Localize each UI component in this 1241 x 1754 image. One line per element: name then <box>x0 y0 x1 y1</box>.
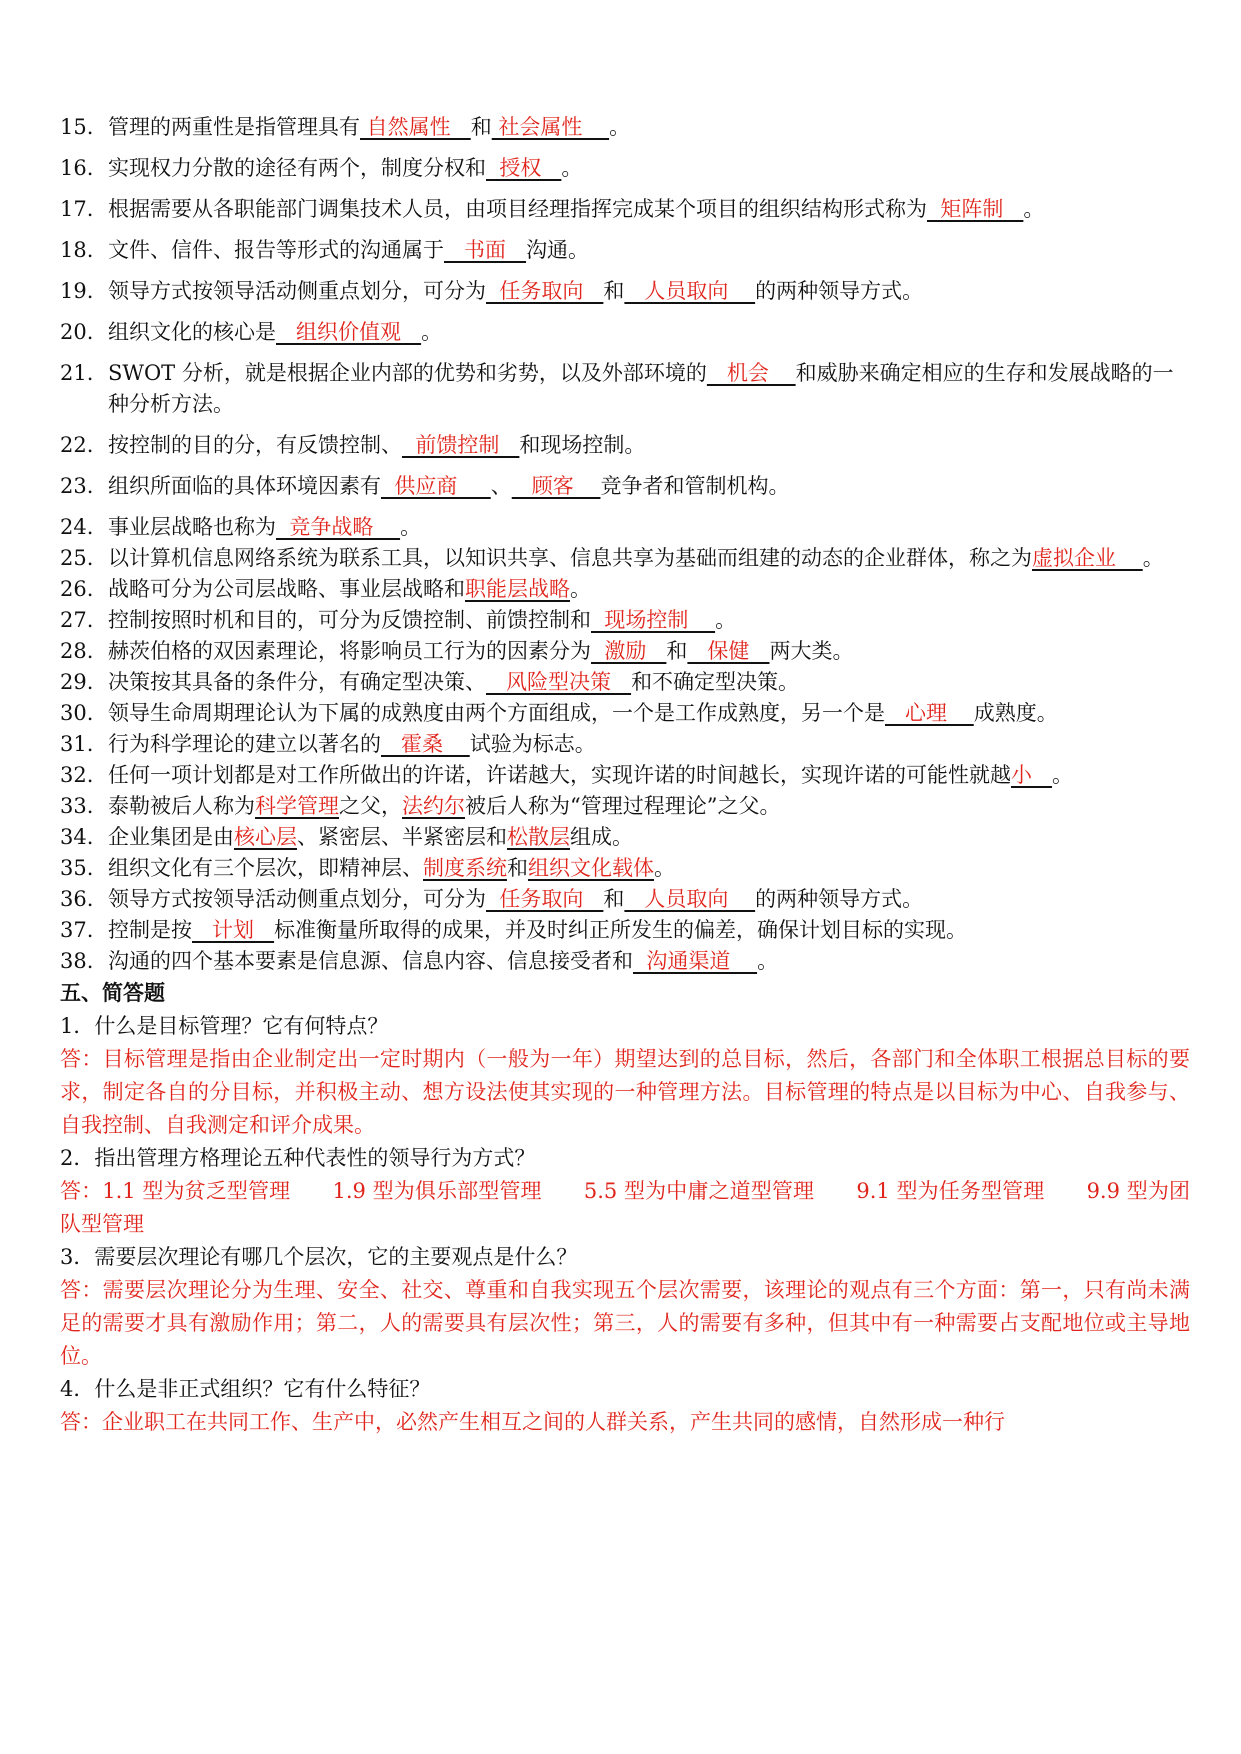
item-number: 20. <box>60 320 94 344</box>
answer-blank: 霍桑 <box>381 732 470 756</box>
question-text: 控制是按 <box>108 918 192 942</box>
answer-blank: 法约尔 <box>402 794 465 818</box>
question-text: 。 <box>1023 197 1045 221</box>
item-number: 33. <box>60 794 94 818</box>
question-text: 企业集团是由 <box>108 825 234 849</box>
answer: 答：目标管理是指由企业制定出一定时期内（一般为一年）期望达到的总目标，然后，各部门和全体职工根据总目标的要求，制定各自的分目标，并积极主动、想方设法使其实现的一种管理方法。目标管理的特点是以目标为中心、自我参与、自我控制、自我测定和评介成果。 <box>60 1047 1190 1137</box>
answer-blank: 现场控制 <box>591 608 716 632</box>
section-title: 五、简答题 <box>60 981 165 1005</box>
item-text <box>108 430 1190 461</box>
question-text: SWOT 分析，就是根据企业内部的优势和劣势，以及外部环境的 <box>108 361 707 385</box>
fill-in-item <box>60 698 1190 729</box>
item-number: 35. <box>60 856 94 880</box>
question-text: 以计算机信息网络系统为联系工具，以知识共享、信息共享为基础而组建的动态的企业群体，称之为 <box>108 546 1032 570</box>
question-text: 沟通。 <box>526 238 590 262</box>
question-text: 控制按照时机和目的，可分为反馈控制、前馈控制和 <box>108 608 591 632</box>
item-number: 38. <box>60 949 94 973</box>
item-number: 29. <box>60 670 94 694</box>
answer-blank: 任务取向 <box>486 279 604 303</box>
question: 2．指出管理方格理论五种代表性的领导行为方式？ <box>60 1146 536 1170</box>
fill-in-item <box>60 729 1190 760</box>
item-number: 36. <box>60 887 94 911</box>
item-text <box>108 698 1190 729</box>
item-number: 23. <box>60 474 94 498</box>
item-text <box>108 915 1190 946</box>
question-text: 和 <box>603 887 625 911</box>
item-text <box>108 358 1190 420</box>
answer-blank: 社会属性 <box>491 115 610 139</box>
fill-in-item <box>60 512 1190 543</box>
answer-blank: 自然属性 <box>360 115 471 139</box>
question-text: 竞争者和管制机构。 <box>600 474 790 498</box>
fill-in-item <box>60 605 1190 636</box>
question-text: 和 <box>470 115 492 139</box>
question-text: 。 <box>561 156 583 180</box>
answer-blank: 心理 <box>885 701 974 725</box>
item-text <box>108 667 1190 698</box>
question-text: 试验为标志。 <box>469 732 596 756</box>
fill-in-item <box>60 235 1190 266</box>
question-text: 。 <box>609 115 631 139</box>
answer-blank: 供应商 <box>381 474 491 498</box>
item-number: 19. <box>60 279 94 303</box>
qa-list <box>60 1010 1190 1439</box>
question-text: 和 <box>507 856 528 880</box>
question-text: 成熟度。 <box>973 701 1058 725</box>
answer-blank: 松散层 <box>507 825 570 849</box>
item-text <box>108 276 1190 307</box>
answer-blank: 核心层 <box>234 825 297 849</box>
item-number: 18. <box>60 238 94 262</box>
question-text: 组织文化有三个层次，即精神层、 <box>108 856 423 880</box>
fill-in-item <box>60 636 1190 667</box>
answer-blank: 书面 <box>444 238 527 262</box>
question-text: 之父， <box>339 794 402 818</box>
question-text: 的两种领导方式。 <box>755 279 924 303</box>
question-text: 和不确定型决策。 <box>631 670 800 694</box>
item-number: 16. <box>60 156 94 180</box>
item-text <box>108 194 1190 225</box>
fill-in-item <box>60 574 1190 605</box>
question-text: 两大类。 <box>769 639 854 663</box>
question-text: 根据需要从各职能部门调集技术人员，由项目经理指挥完成某个项目的组织结构形式称为 <box>108 197 927 221</box>
answer: 答：需要层次理论分为生理、安全、社交、尊重和自我实现五个层次需要，该理论的观点有三个方面：第一，只有尚未满足的需要才具有激励作用；第二，人的需要具有层次性；第三，人的需要有多种，但其中有一种需要占支配地位或主导地位。 <box>60 1278 1190 1368</box>
question-text: 和 <box>666 639 688 663</box>
question-text: 赫茨伯格的双因素理论，将影响员工行为的因素分为 <box>108 639 591 663</box>
answer-blank: 职能层战略 <box>465 577 570 601</box>
question-text: 领导方式按领导活动侧重点划分，可分为 <box>108 887 486 911</box>
question-text: 任何一项计划都是对工作所做出的许诺，许诺越大，实现许诺的时间越长，实现许诺的可能性就越 <box>108 763 1011 787</box>
question-text: 沟通的四个基本要素是信息源、信息内容、信息接受者和 <box>108 949 633 973</box>
item-text <box>108 543 1190 574</box>
answer-blank: 机会 <box>706 361 796 385</box>
fill-in-item <box>60 194 1190 225</box>
item-number: 24. <box>60 515 94 539</box>
item-text <box>108 946 1190 977</box>
item-number: 15. <box>60 115 94 139</box>
answer-blank: 竞争战略 <box>276 515 401 539</box>
fill-in-item <box>60 791 1190 822</box>
item-number: 30. <box>60 701 94 725</box>
answer-blank: 授权 <box>486 156 562 180</box>
question-text: 和 <box>603 279 625 303</box>
question-text: 组织所面临的具体环境因素有 <box>108 474 381 498</box>
item-text <box>108 235 1190 266</box>
item-number: 28. <box>60 639 94 663</box>
item-number: 34. <box>60 825 94 849</box>
item-text <box>108 729 1190 760</box>
item-text <box>108 791 1190 822</box>
answer-blank: 风险型决策 <box>486 670 632 694</box>
fill-in-item <box>60 543 1190 574</box>
item-number: 26. <box>60 577 94 601</box>
answer: 答：企业职工在共同工作、生产中，必然产生相互之间的人群关系，产生共同的感情，自然形成一种行 <box>60 1410 1005 1434</box>
fill-in-item <box>60 853 1190 884</box>
fill-in-item <box>60 946 1190 977</box>
question: 4．什么是非正式组织？它有什么特征？ <box>60 1377 431 1401</box>
question-text: 决策按其具备的条件分，有确定型决策、 <box>108 670 486 694</box>
item-text <box>108 605 1190 636</box>
document-page <box>60 112 1190 1439</box>
question-text: 、紧密层、半紧密层和 <box>297 825 507 849</box>
fill-in-item <box>60 358 1190 420</box>
item-text <box>108 471 1190 502</box>
fill-in-item <box>60 317 1190 348</box>
item-number: 32. <box>60 763 94 787</box>
question-text: 。 <box>654 856 675 880</box>
fill-in-item <box>60 667 1190 698</box>
item-text <box>108 760 1190 791</box>
fill-in-item <box>60 276 1190 307</box>
question-text: 。 <box>421 320 443 344</box>
item-text <box>108 153 1190 184</box>
question-text: 按控制的目的分，有反馈控制、 <box>108 433 402 457</box>
fill-in-item <box>60 915 1190 946</box>
question-text: 和威胁来确定相应的生存和发展战略的一种分析方法。 <box>108 361 1174 416</box>
item-text <box>108 636 1190 667</box>
answer-blank: 组织文化载体 <box>528 856 654 880</box>
question-text: 领导方式按领导活动侧重点划分，可分为 <box>108 279 486 303</box>
answer-blank: 任务取向 <box>486 887 604 911</box>
answer-blank: 小 <box>1011 763 1053 787</box>
answer-blank: 人员取向 <box>624 887 756 911</box>
fill-in-item <box>60 153 1190 184</box>
answer-blank: 组织价值观 <box>276 320 422 344</box>
question-text: 和现场控制。 <box>519 433 646 457</box>
question-text: 组织文化的核心是 <box>108 320 276 344</box>
item-text <box>108 112 1190 143</box>
item-text <box>108 317 1190 348</box>
question-text: 实现权力分散的途径有两个，制度分权和 <box>108 156 486 180</box>
question-text: 文件、信件、报告等形式的沟通属于 <box>108 238 444 262</box>
item-number: 17. <box>60 197 94 221</box>
answer-blank: 保健 <box>687 639 770 663</box>
question-text: 标准衡量所取得的成果，并及时纠正所发生的偏差，确保计划目标的实现。 <box>274 918 968 942</box>
question-text: 组成。 <box>570 825 633 849</box>
item-number: 37. <box>60 918 94 942</box>
item-number: 27. <box>60 608 94 632</box>
item-text <box>108 512 1190 543</box>
answer-blank: 科学管理 <box>255 794 339 818</box>
question-text: 事业层战略也称为 <box>108 515 276 539</box>
item-text <box>108 853 1190 884</box>
answer-blank: 顾客 <box>511 474 601 498</box>
question-text: 泰勒被后人称为 <box>108 794 255 818</box>
answer-blank: 激励 <box>591 639 667 663</box>
answer-blank: 计划 <box>192 918 275 942</box>
question-text: 管理的两重性是指管理具有 <box>108 115 360 139</box>
question-text: 。 <box>1052 763 1074 787</box>
item-text <box>108 884 1190 915</box>
fill-in-item <box>60 822 1190 853</box>
item-number: 22. <box>60 433 94 457</box>
question: 3．需要层次理论有哪几个层次，它的主要观点是什么？ <box>60 1245 578 1269</box>
fill-in-item <box>60 471 1190 502</box>
question-text: 战略可分为公司层战略、事业层战略和 <box>108 577 465 601</box>
item-text <box>108 822 1190 853</box>
answer-blank: 虚拟企业 <box>1032 546 1143 570</box>
answer-blank: 矩阵制 <box>927 197 1024 221</box>
question-text: 。 <box>757 949 779 973</box>
question-text: 。 <box>1142 546 1164 570</box>
question-text: 的两种领导方式。 <box>755 887 924 911</box>
question-text: 、 <box>490 474 512 498</box>
question-text: 被后人称为“管理过程理论”之父。 <box>465 794 781 818</box>
fill-in-list <box>60 112 1190 977</box>
answer-blank: 制度系统 <box>423 856 507 880</box>
fill-in-item <box>60 760 1190 791</box>
question: 1．什么是目标管理？它有何特点？ <box>60 1014 389 1038</box>
question-text: 行为科学理论的建立以著名的 <box>108 732 381 756</box>
answer-blank: 人员取向 <box>624 279 756 303</box>
answer-blank: 沟通渠道 <box>633 949 758 973</box>
fill-in-item <box>60 884 1190 915</box>
fill-in-item <box>60 112 1190 143</box>
question-text: 。 <box>570 577 591 601</box>
question-text: 。 <box>400 515 422 539</box>
fill-in-item <box>60 430 1190 461</box>
item-text <box>108 574 1190 605</box>
item-number: 21. <box>60 361 94 385</box>
answer: 答：1.1 型为贫乏型管理 1.9 型为俱乐部型管理 5.5 型为中庸之道型管理 9.1 型为任务型管理 9.9 型为团队型管理 <box>60 1179 1190 1236</box>
answer-blank: 前馈控制 <box>402 433 520 457</box>
item-number: 31. <box>60 732 94 756</box>
item-number: 25. <box>60 546 94 570</box>
question-text: 。 <box>715 608 737 632</box>
question-text: 领导生命周期理论认为下属的成熟度由两个方面组成，一个是工作成熟度，另一个是 <box>108 701 885 725</box>
